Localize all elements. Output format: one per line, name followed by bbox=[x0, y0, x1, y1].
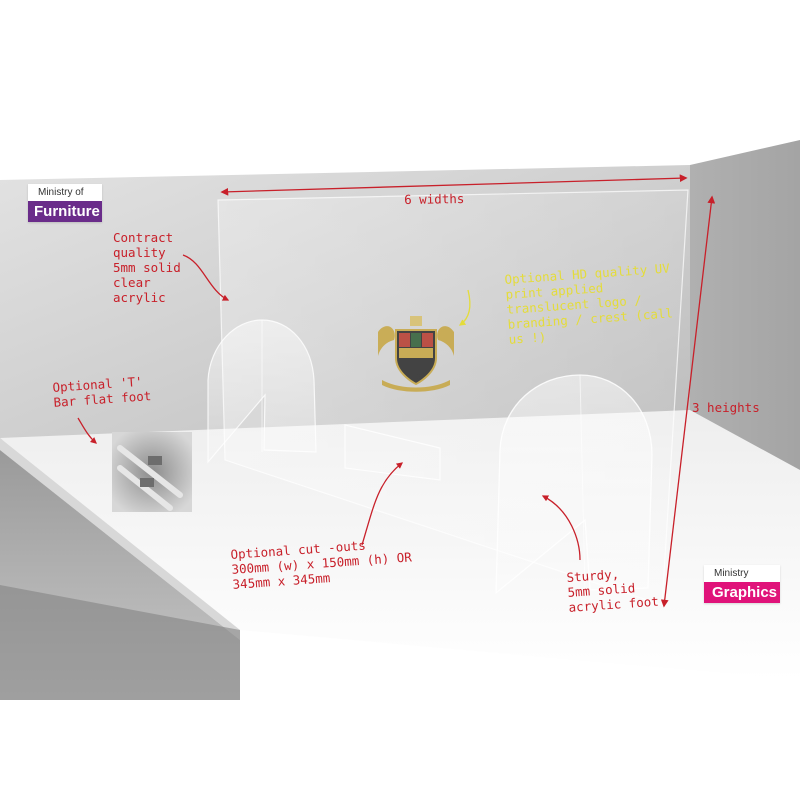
right-logo-main-text: Graphics bbox=[704, 582, 780, 603]
tbar-annotation: Optional 'T' Bar flat foot bbox=[52, 373, 152, 410]
right-logo-top-text: Ministry bbox=[714, 568, 749, 579]
t-bar-foot-icon bbox=[112, 432, 192, 512]
widths-label: 6 widths bbox=[404, 190, 465, 207]
print-annotation: Optional HD quality UV print applied translucent logo / branding / crest (call us !) bbox=[504, 260, 674, 347]
material-annotation: Contract quality 5mm solid clear acrylic bbox=[113, 230, 181, 305]
ministry-graphics-logo bbox=[704, 565, 780, 603]
left-logo-main-text: Furniture bbox=[28, 201, 102, 222]
cutouts-annotation: Optional cut -outs 300mm (w) x 150mm (h) OR 345mm x 345mm bbox=[230, 537, 413, 592]
foot-annotation: Sturdy, 5mm solid acrylic foot bbox=[566, 566, 660, 615]
ministry-of-furniture-logo bbox=[28, 184, 102, 222]
left-logo-top-text: Ministry of bbox=[38, 187, 84, 198]
heights-label: 3 heights bbox=[692, 400, 760, 415]
